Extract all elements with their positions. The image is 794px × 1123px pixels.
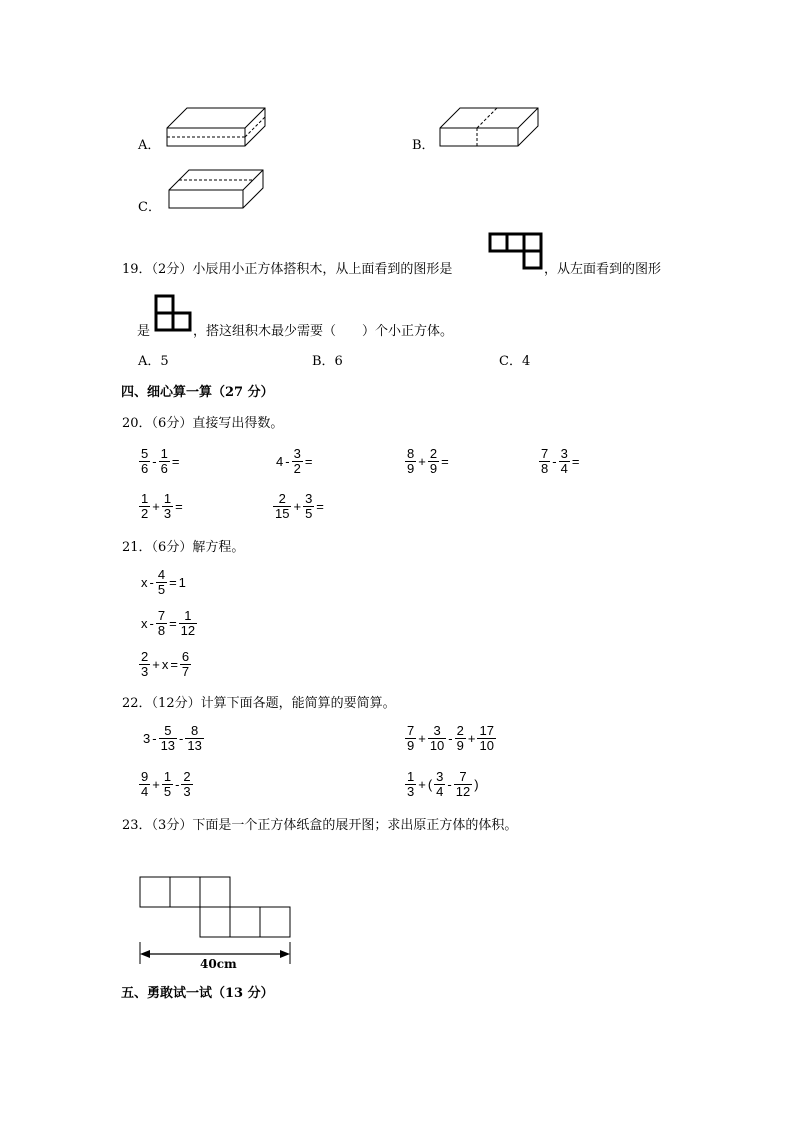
- denominator: 10: [479, 738, 494, 753]
- q19-text-3: 是: [137, 324, 151, 339]
- operator: +: [152, 776, 160, 792]
- cuboid-figure-b: [439, 106, 539, 148]
- numerator: 7: [459, 769, 467, 784]
- denominator: 3: [141, 664, 149, 679]
- numerator: 1: [163, 769, 172, 784]
- fraction: [159, 447, 170, 476]
- option-b-label: B．: [412, 138, 435, 153]
- fraction: [428, 447, 439, 476]
- cuboid-figure-a: [166, 106, 266, 150]
- fraction: [181, 770, 192, 799]
- operator: -: [149, 615, 154, 631]
- fraction: [477, 724, 495, 753]
- operator: -: [552, 453, 557, 469]
- numerator: 2: [456, 723, 464, 738]
- q19-option-c: C．4: [499, 354, 531, 369]
- operator: =: [571, 453, 580, 469]
- fraction: [139, 650, 150, 679]
- denominator: 2: [293, 461, 301, 476]
- fraction: [292, 447, 303, 476]
- fraction: [139, 447, 150, 476]
- numerator: 6: [181, 649, 190, 664]
- operator: -: [179, 730, 184, 746]
- left-view-figure: [154, 294, 194, 334]
- q22-expression-4: [404, 770, 480, 799]
- numerator: 1: [160, 446, 168, 461]
- numerator: 8: [191, 723, 199, 738]
- operator: =: [304, 453, 313, 469]
- term: x: [141, 615, 148, 631]
- numerator: 2: [183, 769, 191, 784]
- denominator: 9: [407, 461, 415, 476]
- operator: -: [152, 453, 157, 469]
- fraction: [139, 770, 150, 799]
- q21-equation-3: [138, 650, 192, 679]
- denominator: 13: [187, 738, 202, 753]
- q22-expression-2: [404, 724, 497, 753]
- numerator: 1: [184, 608, 192, 623]
- numerator: 7: [157, 608, 166, 623]
- denominator: 7: [181, 664, 190, 679]
- operator: -: [149, 574, 154, 590]
- denominator: 8: [157, 623, 166, 638]
- numerator: 5: [164, 723, 172, 738]
- q19-option-a: A．5: [138, 354, 169, 369]
- operator: -: [152, 730, 157, 746]
- q22-expression-1: [142, 724, 205, 753]
- term: ): [474, 776, 479, 792]
- denominator: 4: [141, 784, 149, 799]
- operator: +: [467, 730, 476, 746]
- denominator: 5: [305, 506, 313, 521]
- q22-title: 22．（12分）计算下面各题，能简算的要简算。: [122, 696, 396, 711]
- numerator: 8: [407, 446, 415, 461]
- operator: +: [293, 498, 302, 514]
- fraction: [162, 492, 173, 521]
- operator: +: [418, 453, 426, 469]
- denominator: 4: [560, 461, 568, 476]
- fraction: [162, 770, 173, 799]
- denominator: 15: [275, 506, 290, 521]
- fraction: [179, 609, 197, 638]
- operator: =: [175, 498, 183, 514]
- numerator: 9: [141, 769, 149, 784]
- numerator: 3: [305, 491, 313, 506]
- fraction: [559, 447, 570, 476]
- operator: =: [171, 453, 180, 469]
- q20-expression-2: [275, 447, 313, 476]
- q20-expression-6: [272, 492, 325, 521]
- numerator: 3: [436, 769, 444, 784]
- q21-equation-2: [140, 609, 198, 638]
- q20-expression-3: [404, 447, 450, 476]
- denominator: 9: [429, 461, 438, 476]
- numerator: 3: [293, 446, 301, 461]
- denominator: 5: [157, 582, 166, 597]
- q19-text-1: 19．（2分）小辰用小正方体搭积木，从上面看到的图形是: [122, 262, 453, 277]
- operator: +: [152, 498, 160, 514]
- fraction: [159, 724, 177, 753]
- denominator: 13: [160, 738, 176, 753]
- denominator: 4: [436, 784, 444, 799]
- denominator: 10: [429, 738, 445, 753]
- fraction: [273, 492, 291, 521]
- fraction: [139, 492, 150, 521]
- operator: -: [448, 730, 453, 746]
- numerator: 7: [541, 446, 549, 461]
- numerator: 4: [157, 567, 166, 582]
- fraction: [303, 492, 314, 521]
- denominator: 6: [160, 461, 168, 476]
- denominator: 6: [141, 461, 149, 476]
- term: x: [141, 574, 148, 590]
- numerator: 2: [141, 649, 149, 664]
- numerator: 3: [433, 723, 441, 738]
- q20-title: 20．（6分）直接写出得数。: [122, 416, 284, 431]
- numerator: 2: [278, 491, 286, 506]
- q19-option-b: B．6: [312, 354, 343, 369]
- operator: -: [175, 776, 180, 792]
- dimension-label: 40cm: [200, 957, 237, 971]
- section-5-title: 五、勇敢试一试（13 分）: [121, 986, 274, 1001]
- q19-text-4: ，搭这组积木最少需要（ ）个小正方体。: [193, 324, 454, 339]
- operator: +: [152, 656, 160, 672]
- q19-text-2: ，从左面看到的图形: [544, 262, 662, 277]
- operator: =: [316, 498, 324, 514]
- cube-net-diagram: [132, 870, 302, 970]
- fraction: [405, 447, 416, 476]
- term: (: [427, 776, 433, 792]
- denominator: 3: [407, 784, 415, 799]
- numerator: 1: [163, 491, 172, 506]
- operator: +: [418, 730, 426, 746]
- numerator: 17: [479, 723, 494, 738]
- q22-expression-3: [138, 770, 194, 799]
- denominator: 12: [455, 784, 471, 799]
- operator: =: [170, 656, 178, 672]
- denominator: 3: [183, 784, 191, 799]
- denominator: 9: [456, 738, 464, 753]
- fraction: [428, 724, 446, 753]
- operator: -: [285, 453, 290, 469]
- fraction: [156, 609, 167, 638]
- q20-expression-1: [138, 447, 180, 476]
- numerator: 1: [407, 769, 415, 784]
- option-a-label: A．: [138, 138, 161, 153]
- denominator: 3: [163, 506, 172, 521]
- fraction: [539, 447, 550, 476]
- q21-title: 21．（6分）解方程。: [122, 540, 245, 555]
- q20-expression-4: [538, 447, 580, 476]
- operator: =: [441, 453, 449, 469]
- term: x: [161, 656, 169, 672]
- fraction: [434, 770, 445, 799]
- section-4-title: 四、细心算一算（27 分）: [121, 385, 274, 400]
- numerator: 1: [141, 491, 149, 506]
- denominator: 12: [180, 623, 196, 638]
- denominator: 5: [163, 784, 172, 799]
- fraction: [454, 770, 472, 799]
- q21-equation-1: [140, 568, 187, 597]
- numerator: 7: [407, 723, 415, 738]
- fraction: [405, 724, 416, 753]
- term: 1: [178, 574, 186, 590]
- top-view-figure: [488, 232, 546, 272]
- fraction: [185, 724, 203, 753]
- term: 3: [143, 730, 151, 746]
- operator: =: [169, 574, 177, 590]
- denominator: 8: [541, 461, 549, 476]
- numerator: 3: [560, 446, 568, 461]
- fraction: [156, 568, 167, 597]
- operator: +: [418, 776, 426, 792]
- q23-title: 23．（3分）下面是一个正方体纸盒的展开图；求出原正方体的体积。: [122, 818, 518, 833]
- cuboid-figure-c: [168, 168, 264, 210]
- term: 4: [276, 453, 284, 469]
- fraction: [455, 724, 466, 753]
- fraction: [405, 770, 416, 799]
- option-c-label: C．: [138, 200, 161, 215]
- fraction: [180, 650, 191, 679]
- operator: =: [169, 615, 177, 631]
- q20-expression-5: [138, 492, 184, 521]
- denominator: 2: [141, 506, 149, 521]
- numerator: 5: [141, 446, 149, 461]
- numerator: 2: [429, 446, 438, 461]
- denominator: 9: [407, 738, 415, 753]
- operator: -: [447, 776, 452, 792]
